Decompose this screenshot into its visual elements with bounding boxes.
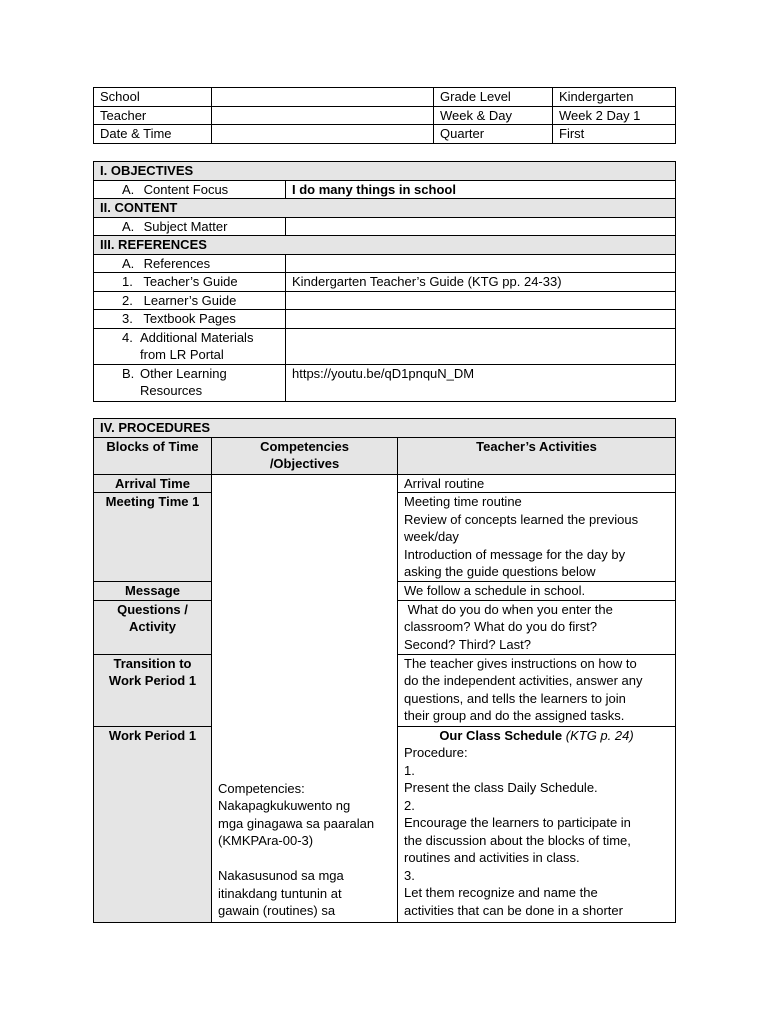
activity-questions-line-3: Second? Third? Last? bbox=[404, 636, 531, 652]
week-day-value: Week 2 Day 1 bbox=[553, 106, 676, 125]
content-focus-num: A. bbox=[122, 181, 135, 197]
activity-meeting bbox=[398, 493, 676, 582]
competency-line-4: (KMKPAra-00-3) bbox=[218, 833, 314, 848]
competency-line-2: Nakapagkukuwento ng bbox=[218, 798, 351, 813]
activity-transition-line-2: do the independent activities, answer any bbox=[404, 673, 643, 688]
activity-transition-line-3: questions, and tells the learners to join bbox=[404, 690, 626, 706]
activity-transition-line-4: their group and do the assigned tasks. bbox=[404, 708, 625, 723]
textbook-pages-num: 3. bbox=[122, 311, 133, 326]
competency-line-7: gawain (routines) sa bbox=[218, 903, 336, 918]
activity-meeting-line-3: week/day bbox=[404, 529, 459, 544]
content-focus-label bbox=[94, 180, 286, 199]
additional-materials-line-1: Additional Materials bbox=[140, 329, 254, 345]
learners-guide-value bbox=[286, 291, 676, 310]
additional-materials-value bbox=[286, 328, 676, 364]
procedures-table bbox=[93, 418, 676, 923]
additional-materials-line-2: from LR Portal bbox=[140, 347, 224, 362]
competencies-cell bbox=[212, 474, 398, 922]
activity-transition bbox=[398, 654, 676, 726]
references-heading: III. REFERENCES bbox=[94, 236, 676, 255]
activity-work-line-4: 2. bbox=[404, 797, 415, 813]
activity-work-line-8: 3. bbox=[404, 867, 415, 883]
other-learning-num: B. bbox=[122, 365, 135, 381]
teacher-value bbox=[212, 106, 434, 125]
activity-work-line-2: 1. bbox=[404, 762, 415, 778]
activity-work-line-3: Present the class Daily Schedule. bbox=[404, 780, 598, 795]
activity-meeting-line-4: Introduction of message for the day by bbox=[404, 546, 626, 562]
learners-guide-num: 2. bbox=[122, 292, 133, 308]
teacher-label: Teacher bbox=[94, 106, 212, 125]
activity-work-title-ref: (KTG p. 24) bbox=[565, 727, 634, 743]
references-text: References bbox=[143, 255, 211, 271]
subject-matter-value bbox=[286, 217, 676, 236]
school-value bbox=[212, 88, 434, 107]
objectives-table bbox=[93, 161, 676, 402]
activity-arrival: Arrival routine bbox=[398, 474, 676, 493]
objectives-heading: I. OBJECTIVES bbox=[94, 162, 676, 181]
textbook-pages-value bbox=[286, 310, 676, 329]
additional-materials-block bbox=[122, 329, 279, 364]
col-competencies bbox=[212, 437, 398, 474]
activity-transition-line-1: The teacher gives instructions on how to bbox=[404, 655, 637, 671]
additional-materials-lines bbox=[140, 329, 253, 364]
other-learning-link[interactable]: https://youtu.be/qD1pnquN_DM bbox=[286, 364, 676, 401]
other-learning-block bbox=[122, 365, 279, 400]
activity-questions-line-1: What do you do when you enter the bbox=[404, 601, 613, 617]
block-transition-line-2: Work Period 1 bbox=[108, 673, 197, 688]
other-learning-line-2: Resources bbox=[140, 383, 203, 398]
col-teachers-activities: Teacher’s Activities bbox=[398, 437, 676, 474]
teachers-guide-value: Kindergarten Teacher’s Guide (KTG pp. 24-33) bbox=[286, 273, 676, 292]
block-arrival-time: Arrival Time bbox=[94, 474, 212, 493]
activity-work-line-6: the discussion about the blocks of time, bbox=[404, 832, 631, 848]
activity-work-title: Our Class Schedule bbox=[439, 727, 563, 743]
block-questions-line-2: Activity bbox=[129, 619, 176, 634]
competency-spacer bbox=[218, 850, 391, 868]
additional-materials-num: 4. bbox=[122, 329, 133, 345]
header-table bbox=[93, 87, 676, 144]
subject-matter-text: Subject Matter bbox=[143, 218, 228, 234]
learners-guide-text: Learner’s Guide bbox=[143, 292, 237, 308]
activity-work-title-line bbox=[404, 727, 669, 745]
references-num: A. bbox=[122, 255, 135, 271]
school-label: School bbox=[94, 88, 212, 107]
block-meeting-time-1: Meeting Time 1 bbox=[94, 493, 212, 582]
competency-line-6: itinakdang tuntunin at bbox=[218, 885, 342, 901]
competency-line-1: Competencies: bbox=[218, 780, 305, 796]
activity-work-line-9: Let them recognize and name the bbox=[404, 885, 598, 900]
block-message: Message bbox=[94, 582, 212, 601]
activity-work-period bbox=[398, 726, 676, 922]
competency-line-3: mga ginagawa sa paaralan bbox=[218, 815, 375, 831]
teachers-guide-label bbox=[94, 273, 286, 292]
col-competencies-line-1: Competencies bbox=[260, 438, 349, 454]
other-learning-lines bbox=[140, 365, 227, 400]
references-label bbox=[94, 254, 286, 273]
quarter-value: First bbox=[553, 125, 676, 144]
activity-questions-line-2: classroom? What do you do first? bbox=[404, 619, 597, 634]
teachers-guide-text: Teacher’s Guide bbox=[143, 274, 238, 289]
activity-meeting-line-5: asking the guide questions below bbox=[404, 564, 596, 579]
activity-work-line-1: Procedure: bbox=[404, 745, 468, 760]
quarter-label: Quarter bbox=[434, 125, 553, 144]
textbook-pages-text: Textbook Pages bbox=[143, 311, 236, 326]
subject-matter-num: A. bbox=[122, 218, 135, 234]
date-time-value bbox=[212, 125, 434, 144]
competency-line-5: Nakasusunod sa mga bbox=[218, 868, 344, 883]
content-heading: II. CONTENT bbox=[94, 199, 676, 218]
activity-questions bbox=[398, 600, 676, 654]
grade-level-value: Kindergarten bbox=[553, 88, 676, 107]
textbook-pages-label bbox=[94, 310, 286, 329]
block-questions-activity bbox=[94, 600, 212, 654]
references-value bbox=[286, 254, 676, 273]
procedures-heading: IV. PROCEDURES bbox=[94, 419, 676, 438]
subject-matter-label bbox=[94, 217, 286, 236]
date-time-label: Date & Time bbox=[94, 125, 212, 144]
block-work-period-1: Work Period 1 bbox=[94, 726, 212, 922]
additional-materials-label bbox=[94, 328, 286, 364]
activity-message: We follow a schedule in school. bbox=[398, 582, 676, 601]
other-learning-label bbox=[94, 364, 286, 401]
activity-work-line-7: routines and activities in class. bbox=[404, 850, 580, 865]
block-transition bbox=[94, 654, 212, 726]
content-focus-value: I do many things in school bbox=[286, 180, 676, 199]
week-day-label: Week & Day bbox=[434, 106, 553, 125]
other-learning-line-1: Other Learning bbox=[140, 365, 227, 381]
activity-work-line-5: Encourage the learners to participate in bbox=[404, 815, 631, 830]
activity-meeting-line-2: Review of concepts learned the previous bbox=[404, 511, 639, 527]
grade-level-label: Grade Level bbox=[434, 88, 553, 107]
col-blocks-of-time: Blocks of Time bbox=[94, 437, 212, 474]
activity-work-line-10: activities that can be done in a shorter bbox=[404, 902, 623, 918]
content-focus-text: Content Focus bbox=[143, 181, 229, 197]
block-questions-line-1: Questions / bbox=[117, 601, 188, 617]
activity-meeting-line-1: Meeting time routine bbox=[404, 494, 522, 509]
teachers-guide-num: 1. bbox=[122, 274, 133, 289]
col-competencies-line-2: /Objectives bbox=[269, 456, 340, 471]
block-transition-line-1: Transition to bbox=[113, 655, 192, 671]
learners-guide-label bbox=[94, 291, 286, 310]
